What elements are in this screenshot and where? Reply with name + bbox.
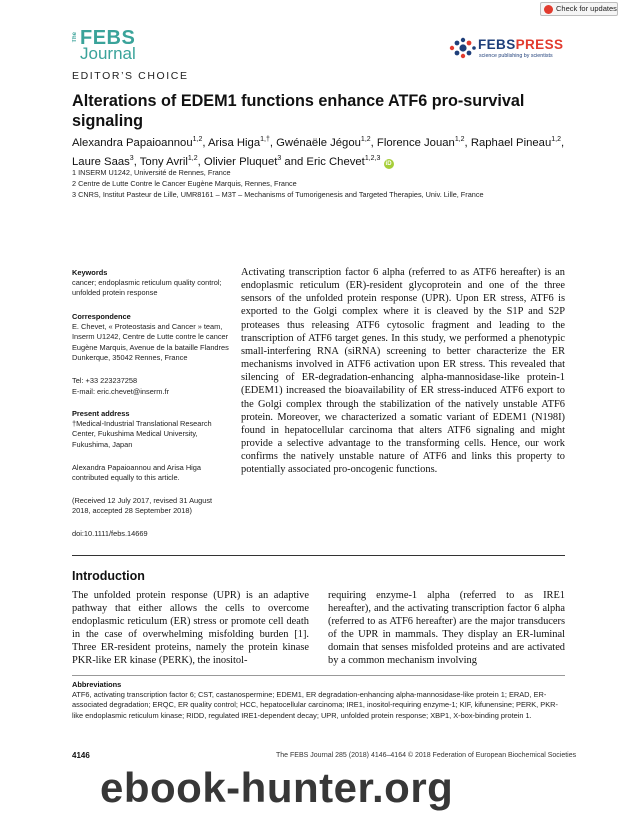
- keywords-text: cancer; endoplasmic reticulum quality control; unfolded protein response: [72, 278, 222, 298]
- check-for-updates-button[interactable]: [540, 2, 618, 16]
- logo-the: The: [72, 32, 78, 43]
- received-dates: (Received 12 July 2017, revised 31 August 2018, accepted 28 September 2018): [72, 496, 213, 516]
- page-number: 4146: [72, 751, 90, 760]
- introduction-column-right: requiring enzyme-1 alpha (referred to as IRE1 hereafter), and the activating transcription factor 6 alpha (referred to as ATF6 hereafter) are the major transducers of the UPR in mammals. They display an ER-luminal domain that senses misfolded proteins and are activated by a common mechanism involving: [328, 590, 565, 667]
- logo-journal: Journal: [80, 44, 136, 63]
- correspondence-tel: Tel: +33 223237258: [72, 376, 138, 385]
- abbreviations-divider: [72, 675, 565, 676]
- equal-contribution-note: Alexandra Papaioannou and Arisa Higa contributed equally to this article.: [72, 463, 202, 483]
- watermark-text: ebook-hunter.org: [100, 764, 454, 811]
- keywords-heading: Keywords: [72, 268, 108, 277]
- febs-journal-logo: [72, 26, 152, 66]
- author-names: Alexandra Papaioannou$^{1,2}$, Arisa Higa$^{1,\dagger}$, Gwénaële Jégou$^{1,2}$, Florence Jouan$^{1,2}$, Raphael Pineau$^{1,2}$, Laure Saas$^3$, Tony Avril$^{1,2}$, Olivier Pluquet$^3$ and Eric Chevet$^{1,2,3}$: [72, 136, 565, 168]
- section-divider: [72, 555, 565, 556]
- section-label: EDITOR’S CHOICE: [72, 70, 189, 82]
- febs-press-logo: [448, 34, 564, 64]
- logo-febs: FEBS: [80, 27, 136, 49]
- article-title: Alterations of EDEM1 functions enhance ATF6 pro-survival signaling: [72, 92, 525, 130]
- author-list: [72, 132, 572, 170]
- abbreviations-text: ATF6, activating transcription factor 6; CST, castanospermine; EDEM1, ER degradation-enhancing alpha-mannosidase-like protein 1; ERAD, ER-associated degradation; ERQC, ER quality control; HCC, hepatocellular carcinoma; IRE1, inositol-requiring enzyme-1; KIF, kifunensine; PERK, PKR-like endoplasmic reticulum kinase; RIDD, regulated IRE1-dependent decay; UPR, unfolded protein response; XBP1, X-box-binding protein 1.: [72, 690, 558, 720]
- abstract-text: Activating transcription factor 6 alpha (referred to as ATF6 hereafter) is an endoplasmic reticulum (ER)-resident glycoprotein and one of the three sensors of the unfolded protein response (UPR). Upon ER stress, ATF6 is exported to the Golgi complex where it is cleaved by the S1P and S2P proteases thus releasing ATF6 cytosolic fragment and leading to the transcription of ATF6 target genes. In this study, we performed a phenotypic small-interfering RNA (siRNA) screening to better characterize the ER mechanisms involved in ATF6 activation upon ER stress. This revealed that silencing of ER-degradation-enhancing alpha-mannosidase-like protein-1 (EDEM1) increased the bioavailability of ER stress-induced ATF6 export to the Golgi complex through the stabilization of the natively unstable ATF6 protein. Moreover, we characterized a somatic variant of EDEM1 (N198I) found in hepatocellular carcinoma that alters ATF6 signaling and might provide a selective advantage to the transforming cells. Hence, our work confirms the natively unstable nature of ATF6 and links this property to potentially associated pro-oncogenic functions.: [241, 267, 565, 476]
- abbreviations-heading: Abbreviations: [72, 680, 122, 689]
- footer-citation: The FEBS Journal 285 (2018) 4146–4164 © 2018 Federation of European Biochemical Societies: [276, 752, 577, 759]
- present-address-text: †Medical-Industrial Translational Research Center, Fukushima Medical University, Fukushima, Japan: [72, 419, 212, 449]
- febs-press-dots-icon: [448, 36, 476, 60]
- check-for-updates-label: Check for updates: [556, 4, 617, 13]
- correspondence-email[interactable]: E-mail: eric.chevet@inserm.fr: [72, 387, 170, 396]
- press-tagline: science publishing by scientists: [479, 53, 553, 59]
- introduction-column-left: The unfolded protein response (UPR) is an adaptive pathway that either allows the cells to overcome endoplasmic reticulum (ER) stress or promote cell death in the case of overwhelming misfolding burden [1]. Three ER-resident proteins, namely the protein kinase PKR-like ER kinase (PERK), the inositol-: [72, 590, 309, 667]
- press-name-febs: FEBS: [478, 37, 516, 52]
- doi-link[interactable]: doi:10.1111/febs.14669: [72, 529, 148, 538]
- affiliation-3: 3 CNRS, Institut Pasteur de Lille, UMR8161 – M3T – Mechanisms of Tumorigenesis and Targeted Therapies, Univ. Lille, France: [72, 190, 484, 199]
- affiliation-1: 1 INSERM U1242, Université de Rennes, France: [72, 168, 231, 177]
- correspondence-heading: Correspondence: [72, 312, 131, 321]
- press-name: [478, 37, 563, 52]
- present-address-heading: Present address: [72, 409, 130, 418]
- introduction-heading: Introduction: [72, 569, 145, 583]
- orcid-icon[interactable]: iD: [385, 160, 392, 167]
- press-name-press: PRESS: [515, 37, 564, 52]
- update-icon: [544, 5, 553, 14]
- affiliation-2: 2 Centre de Lutte Contre le Cancer Eugène Marquis, Rennes, France: [72, 179, 297, 188]
- correspondence-address: E. Chevet, « Proteostasis and Cancer » team, Inserm U1242, Centre de Lutte contre le cancer Eugène Marquis, Avenue de la bataille Flandres Dunkerque, 35042 Rennes, France: [72, 322, 229, 363]
